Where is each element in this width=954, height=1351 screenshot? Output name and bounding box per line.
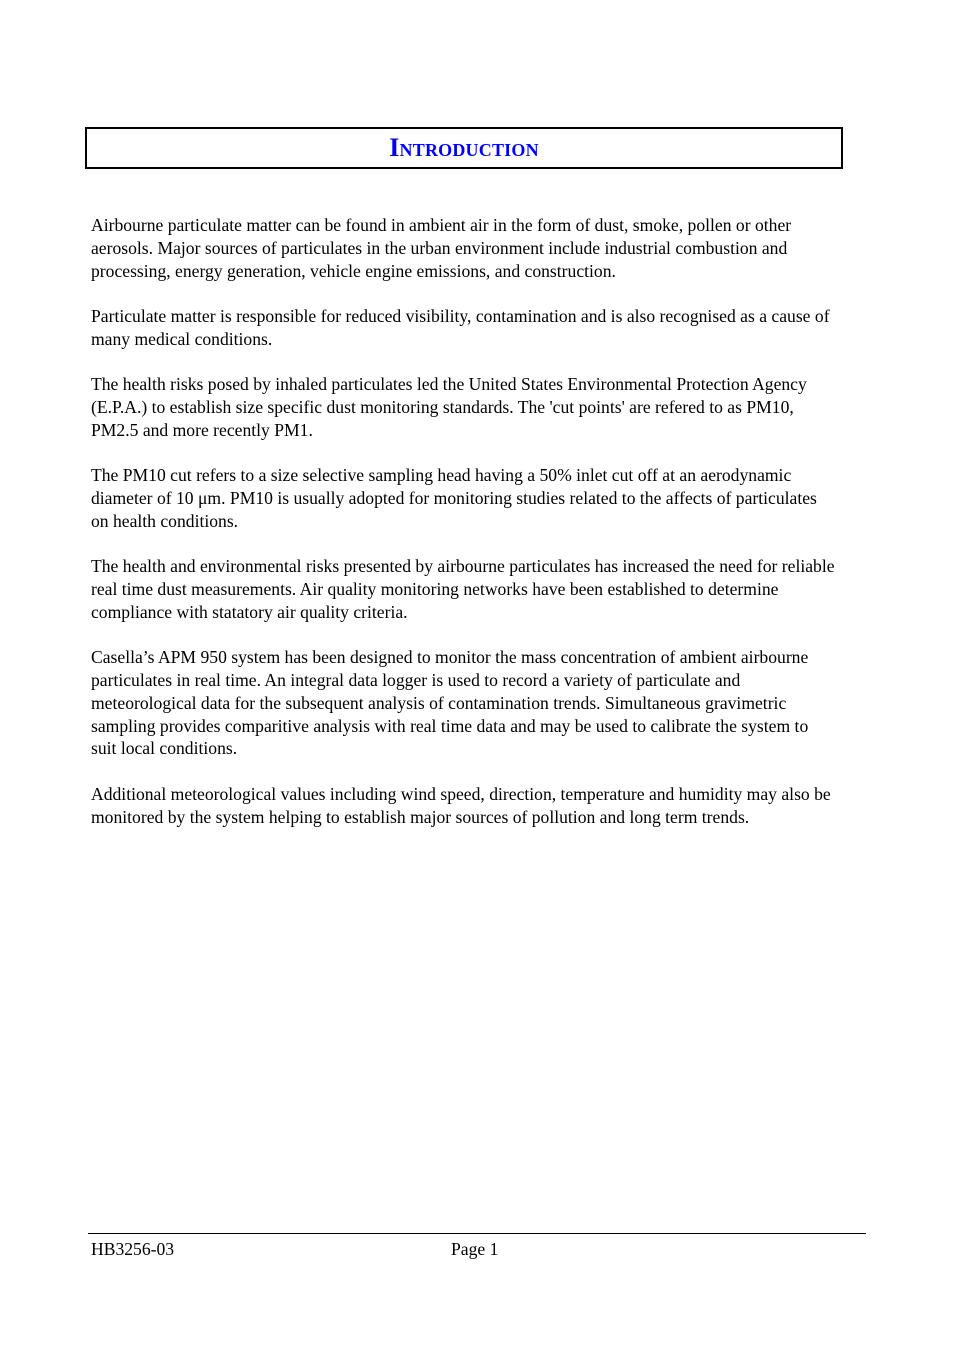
paragraph-pm10-definition: The PM10 cut refers to a size selective sampling head having a 50% inlet cut off at an aerodynamic diameter of 10 μm. PM10 is usually adopted for monitoring studies related to the affects of particulates on health conditions. [91, 465, 817, 531]
paragraph-epa-standards: The health risks posed by inhaled particulates led the United States Environmental Protection Agency (E.P.A.) to establish size specific dust monitoring standards. The 'cut points' are refered to as PM10, PM2.5 and more recently PM1. [91, 374, 807, 440]
paragraph-monitoring-networks: The health and environmental risks presented by airbourne particulates has increased the need for reliable real time dust measurements. Air quality monitoring networks have been established to determine compliance with statatory air quality criteria. [91, 556, 835, 622]
paragraph-apm950-system: Casella’s APM 950 system has been designed to monitor the mass concentration of ambient airbourne particulates in real time. An integral data logger is used to record a variety of particulate and meteorological data for the subsequent analysis of contamination trends. Simultaneous gravimetric sampling provides comparitive analysis with real time data and may be used to calibrate the system to suit local conditions. [91, 647, 809, 759]
section-title-box [85, 127, 843, 169]
section-title: Introduction [389, 133, 539, 162]
footer-page-number: Page 1 [451, 1239, 499, 1259]
paragraph-particulate-sources: Airbourne particulate matter can be found in ambient air in the form of dust, smoke, pollen or other aerosols. Major sources of particulates in the urban environment include industrial combustion and processing, energy generation, vehicle engine emissions, and construction. [91, 215, 792, 281]
paragraph-health-effects: Particulate matter is responsible for reduced visibility, contamination and is also recognised as a cause of many medical conditions. [91, 306, 830, 349]
paragraph-meteorological-values: Additional meteorological values including wind speed, direction, temperature and humidity may also be monitored by the system helping to establish major sources of pollution and long term trends. [91, 783, 831, 827]
document-body [91, 214, 836, 851]
footer-divider [88, 1233, 866, 1234]
footer-document-reference: HB3256-03 [91, 1239, 175, 1259]
